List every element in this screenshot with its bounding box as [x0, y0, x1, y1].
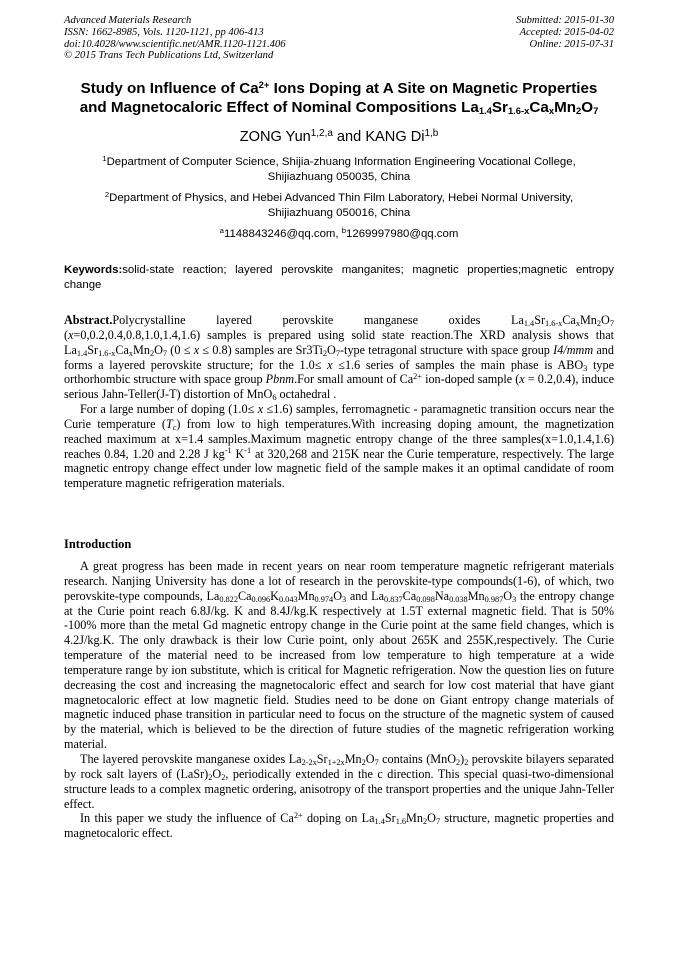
intro-paragraph-3: In this paper we study the influence of $Ca^{2+}$ doping on $La_{1.4}Sr_{1.6}Mn_2O_7$ structure, magnetic properties and magnetocaloric effect. [64, 811, 614, 841]
journal-name: Advanced Materials Research [64, 15, 192, 26]
title-line-2: and Magnetocaloric Effect of Nominal Compositions $La_{1.4}Sr_{1.6-x}Ca_xMn_2O_7$ [79, 99, 599, 117]
affiliation-1: $^1$Department of Computer Science, Shijia-zhuang Information Engineering Vocational College, Shijiazhuang 050035, China [102, 154, 576, 183]
keywords-text: solid-state reaction; layered perovskite manganites; magnetic properties;magnetic entropy change [64, 264, 614, 291]
accepted-date: Accepted: 2015-04-02 [519, 26, 614, 38]
dates-header [516, 15, 614, 50]
abstract-paragraph-2: For a large number of doping (1.0≤ x ≤1.6) samples, ferromagnetic - paramagnetic transition occurs near the Curie temperature $(T_c)$ from low to high temperatures.With increasing doping amount, the magnetization reached maximum at x=1.4 samples.Maximum magnetic entropy change of the three samples(x=1.0,1.4,1.6) reaches 0.84, 1.20 and 2.28 J $kg^{-1}$ $K^{-1}$ at 320,268 and 215K near the Curie temperature, respectively. The large magnetic entropy change effect under low magnetic field of the sample makes it an optimal candidate of room temperature magnetic refrigeration materials. [64, 402, 614, 491]
title-line-1: Study on Influence of $Ca^{2+}$ Ions Doping at A Site on Magnetic Properties [80, 79, 598, 97]
online-date: Online: 2015-07-31 [529, 38, 614, 50]
abstract-section [64, 313, 614, 491]
keywords-label: Keywords: [64, 264, 123, 276]
journal-copyright: © 2015 Trans Tech Publications Ltd, Switzerland [64, 50, 274, 62]
journal-doi: doi:10.4028/www.scientific.net/AMR.1120-1121.406 [64, 38, 286, 50]
intro-paragraph-1: A great progress has been made in recent years on near room temperature magnetic refrigerant materials research. Nanjing University has done a lot of research in the perovskite-type compounds(1-6), of which, two perovskite-type compounds, $La_{0.822}Ca_{0.096}K_{0.043}Mn_{0.974}O_3$ and $La_{0.837}Ca_{0.098}Na_{0.038}Mn_{0.987}O_3$ the entropy change at the Curie point reach 6.8J/kg. K and 8.4J/kg.K respectively at 1.5T external magnetic field. That is 50% -100% more than the metal Gd magnetic entropy change in the Curie point at the same field changes, which is 4.2J/kg.K. The only drawback is their low Curie point, only about 265K and 255K,respectively. The Curie temperature of the material need to be increased from low temperature to high temperature at a wide temperature range by ion substitute, which is critical for Magnetic refrigeration. Now the question lies on future decreasing the cost and increasing the magnetocaloric effect and search for low cost material that have giant magnetocaloric effect at low magnetic field. Studies need to be done on Giant entropy change materials of magnetic induced phase transition in particular need to focus on the structure of the magnetic system of caused by the material, which is believed to be the direction of future studies of the magnetic refrigeration working material. [64, 559, 614, 752]
paper-title [40, 79, 638, 117]
author-emails: $^a$1148843246@qq.com, $^b$1269997980@qq.com [219, 226, 459, 240]
intro-paragraph-2: The layered perovskite manganese oxides $La_{2-2x}Sr_{1+2x}Mn_2O_7$ contains $(MnO_2)_2$ perovskite bilayers separated by rock salt layers of $(LaSr)_2O_2$, periodically extended in the c direction. This special quasi-two-dimensional structure leads to a complex magnetic ordering, anisotropy of the transport properties and the unique Jahn-Teller effect. [64, 751, 615, 811]
keywords-section [64, 263, 614, 293]
abstract-paragraph-1: Abstract.Polycrystalline layered perovskite manganese oxides $La_{1.4}Sr_{1.6-x}Ca_xMn_2O_7$ (x=0,0.2,0.4,0.8,1.0,1.4,1.6) samples is prepared using solid state reaction.The XRD analysis shows that $La_{1.4}Sr_{1.6-x}Ca_xMn_2O_7$ (0 ≤ x ≤ 0.8) samples are $Sr3Ti_2O_7$-type tetragonal structure with space group I4/mmm and forms a layered perovskite structure; for the 1.0≤ x ≤1.6 series of samples the main phase is $ABO_3$ type orthorhombic structure with space group Pbnm.For small amount of $Ca^{2+}$ ion-doped sample (x = 0.2,0.4), induce serious Jahn-Teller(J-T) distortion of MnO$_6$ octahedral . [64, 313, 614, 403]
introduction-section [64, 559, 614, 841]
author-1: ZONG Yun [239, 129, 311, 145]
submitted-date: Submitted: 2015-01-30 [516, 15, 614, 26]
journal-header [64, 15, 286, 62]
introduction-heading: Introduction [64, 537, 132, 551]
abstract-label: Abstract. [64, 313, 113, 327]
authors-line: ZONG Yun$^{1,2,a}$ and KANG Di$^{1,b}$ [239, 128, 439, 145]
affiliation-2: $^2$Department of Physics, and Hebei Advanced Thin Film Laboratory, Hebei Normal University, Shijiazhuang 050016, China [104, 190, 574, 219]
journal-issn: ISSN: 1662-8985, Vols. 1120-1121, pp 406-413 [64, 26, 264, 38]
author-2: KANG Di [365, 129, 425, 145]
